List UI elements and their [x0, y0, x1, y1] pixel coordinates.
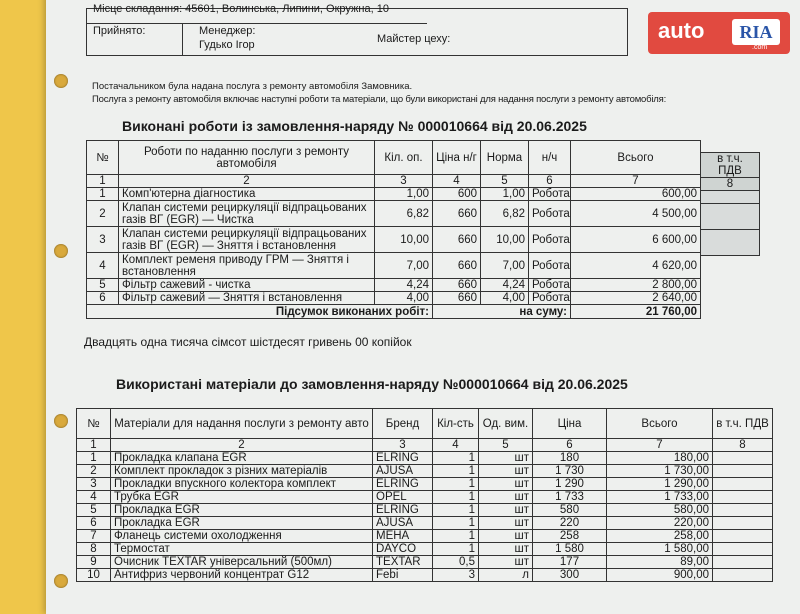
header-box [86, 3, 628, 56]
material-qty: 1 [433, 491, 479, 504]
binder-hole [54, 74, 68, 88]
work-norm: 6,82 [481, 201, 529, 227]
index-cell: 1 [87, 175, 119, 188]
material-name: Прокладки впускного колектора комплект [111, 478, 373, 491]
materials-col-header: Кіл-сть [433, 409, 479, 439]
works-col-header: Норма [481, 141, 529, 175]
material-unit: шт [479, 543, 533, 556]
material-brand: OPEL [373, 491, 433, 504]
logo-text-auto: auto [658, 18, 705, 43]
material-vat [713, 465, 773, 478]
logo-text-ria: RIA [732, 19, 780, 45]
material-vat [713, 478, 773, 491]
table-row [77, 465, 773, 478]
work-name: Фільтр сажевий — Зняття і встановлення [119, 292, 375, 305]
table-row [77, 517, 773, 530]
summary-label: Підсумок виконаних робіт: [87, 305, 433, 319]
vat-cell [701, 230, 760, 256]
row-number: 6 [87, 292, 119, 305]
material-vat [713, 530, 773, 543]
table-row [77, 530, 773, 543]
works-vat-column [700, 152, 760, 256]
material-unit: шт [479, 504, 533, 517]
material-brand: DAYCO [373, 543, 433, 556]
material-qty: 1 [433, 543, 479, 556]
index-cell: 7 [607, 439, 713, 452]
material-qty: 1 [433, 452, 479, 465]
work-total: 4 500,00 [571, 201, 701, 227]
material-total: 580,00 [607, 504, 713, 517]
binder-hole [54, 574, 68, 588]
work-name: Фільтр сажевий - чистка [119, 279, 375, 292]
sum-label: на суму: [433, 305, 571, 319]
work-unit: Робота [529, 279, 571, 292]
material-unit: шт [479, 530, 533, 543]
table-row [77, 504, 773, 517]
works-index-row [87, 175, 701, 188]
work-qty: 7,00 [375, 253, 433, 279]
index-cell: 2 [119, 175, 375, 188]
material-total: 258,00 [607, 530, 713, 543]
materials-col-header: Ціна [533, 409, 607, 439]
table-row [87, 253, 701, 279]
material-name: Очисник TEXTAR універсальний (500мл) [111, 556, 373, 569]
table-row [87, 201, 701, 227]
row-number: 1 [77, 452, 111, 465]
material-name: Термостат [111, 543, 373, 556]
material-brand: MEHA [373, 530, 433, 543]
material-brand: TEXTAR [373, 556, 433, 569]
index-cell: 4 [433, 439, 479, 452]
material-unit: шт [479, 478, 533, 491]
table-row [77, 478, 773, 491]
place-row [87, 3, 427, 24]
material-total: 220,00 [607, 517, 713, 530]
row-number: 9 [77, 556, 111, 569]
work-unit: Робота [529, 201, 571, 227]
index-cell: 7 [571, 175, 701, 188]
material-unit: шт [479, 491, 533, 504]
work-total: 600,00 [571, 188, 701, 201]
index-cell: 8 [701, 178, 760, 191]
row-number: 3 [77, 478, 111, 491]
work-name: Клапан системи рециркуляції відпрацьованих газів ВГ (EGR) — Чистка [119, 201, 375, 227]
works-summary-row [87, 305, 701, 319]
material-name: Прокладка EGR [111, 517, 373, 530]
manager-name: Гудько Ігор [199, 39, 255, 51]
vat-header: в т.ч. ПДВ [701, 153, 760, 178]
index-cell: 3 [375, 175, 433, 188]
works-col-header: Кіл. оп. [375, 141, 433, 175]
material-vat [713, 504, 773, 517]
row-number: 1 [87, 188, 119, 201]
works-col-header: н/ч [529, 141, 571, 175]
work-name: Комп'ютерна діагностика [119, 188, 375, 201]
index-cell: 6 [533, 439, 607, 452]
material-vat [713, 569, 773, 582]
work-norm: 7,00 [481, 253, 529, 279]
works-col-header: Ціна н/г [433, 141, 481, 175]
materials-title: Використані матеріали до замовлення-наряду №000010664 від 20.06.2025 [116, 376, 628, 392]
material-price: 180 [533, 452, 607, 465]
work-price: 660 [433, 279, 481, 292]
material-total: 900,00 [607, 569, 713, 582]
material-price: 258 [533, 530, 607, 543]
material-qty: 0,5 [433, 556, 479, 569]
work-name: Комплект ременя приводу ГРМ — Зняття і встановлення [119, 253, 375, 279]
material-price: 300 [533, 569, 607, 582]
works-col-header: № [87, 141, 119, 175]
work-qty: 6,82 [375, 201, 433, 227]
index-cell: 2 [111, 439, 373, 452]
row-number: 5 [87, 279, 119, 292]
row-number: 6 [77, 517, 111, 530]
material-vat [713, 452, 773, 465]
row-number: 2 [77, 465, 111, 478]
material-qty: 3 [433, 569, 479, 582]
material-price: 1 580 [533, 543, 607, 556]
material-price: 1 730 [533, 465, 607, 478]
work-qty: 4,00 [375, 292, 433, 305]
row-number: 5 [77, 504, 111, 517]
work-unit: Робота [529, 188, 571, 201]
materials-col-header: № [77, 409, 111, 439]
index-cell: 8 [713, 439, 773, 452]
divider [182, 23, 183, 55]
sum-value: 21 760,00 [571, 305, 701, 319]
work-norm: 4,00 [481, 292, 529, 305]
row-number: 7 [77, 530, 111, 543]
works-title: Виконані роботи із замовлення-наряду № 000010664 від 20.06.2025 [122, 118, 587, 134]
materials-col-header: Всього [607, 409, 713, 439]
materials-header-row [77, 409, 773, 439]
accepted-label: Прийнято: [93, 25, 146, 37]
works-col-header: Роботи по наданню послуги з ремонту автомобіля [119, 141, 375, 175]
place-text: Місце складання: 45601, Волинська, Липини, Окружна, 10 [93, 3, 389, 15]
material-vat [713, 556, 773, 569]
works-header-row [87, 141, 701, 175]
work-unit: Робота [529, 253, 571, 279]
material-vat [713, 543, 773, 556]
work-qty: 1,00 [375, 188, 433, 201]
work-price: 660 [433, 227, 481, 253]
index-cell: 4 [433, 175, 481, 188]
binder-hole [54, 244, 68, 258]
row-number: 2 [87, 201, 119, 227]
material-qty: 1 [433, 478, 479, 491]
work-norm: 4,24 [481, 279, 529, 292]
material-name: Прокладка клапана EGR [111, 452, 373, 465]
material-unit: шт [479, 556, 533, 569]
work-price: 600 [433, 188, 481, 201]
material-brand: ELRING [373, 478, 433, 491]
material-name: Трубка EGR [111, 491, 373, 504]
binder-hole [54, 414, 68, 428]
table-row [77, 491, 773, 504]
work-unit: Робота [529, 292, 571, 305]
work-price: 660 [433, 201, 481, 227]
work-norm: 1,00 [481, 188, 529, 201]
material-vat [713, 517, 773, 530]
table-row [77, 569, 773, 582]
table-row [77, 452, 773, 465]
material-total: 1 580,00 [607, 543, 713, 556]
material-brand: Febi [373, 569, 433, 582]
material-name: Комплект прокладок з різних матеріалів [111, 465, 373, 478]
index-cell: 1 [77, 439, 111, 452]
work-price: 660 [433, 253, 481, 279]
work-total: 2 640,00 [571, 292, 701, 305]
material-total: 180,00 [607, 452, 713, 465]
table-row [87, 279, 701, 292]
material-name: Фланець системи охолодження [111, 530, 373, 543]
index-cell: 5 [479, 439, 533, 452]
materials-col-header: в т.ч. ПДВ [713, 409, 773, 439]
materials-col-header: Од. вим. [479, 409, 533, 439]
material-price: 580 [533, 504, 607, 517]
materials-col-header: Бренд [373, 409, 433, 439]
material-brand: AJUSA [373, 517, 433, 530]
material-brand: AJUSA [373, 465, 433, 478]
material-name: Антифриз червоний концентрат G12 [111, 569, 373, 582]
material-unit: л [479, 569, 533, 582]
material-total: 1 290,00 [607, 478, 713, 491]
material-qty: 1 [433, 465, 479, 478]
work-norm: 10,00 [481, 227, 529, 253]
works-table [86, 140, 701, 319]
index-cell: 6 [529, 175, 571, 188]
work-total: 6 600,00 [571, 227, 701, 253]
table-row [87, 188, 701, 201]
material-brand: ELRING [373, 504, 433, 517]
logo-text-com: .com [752, 44, 768, 51]
intro-line-2: Послуга з ремонту автомобіля включає наступні роботи та матеріали, що були використані для надання послуги з ремонту автомобіля: [92, 94, 667, 105]
works-col-header: Всього [571, 141, 701, 175]
work-total: 4 620,00 [571, 253, 701, 279]
material-price: 177 [533, 556, 607, 569]
material-qty: 1 [433, 530, 479, 543]
work-total: 2 800,00 [571, 279, 701, 292]
work-qty: 4,24 [375, 279, 433, 292]
master-label: Майстер цеху: [377, 33, 451, 45]
material-total: 1 733,00 [607, 491, 713, 504]
index-cell: 3 [373, 439, 433, 452]
material-brand: ELRING [373, 452, 433, 465]
row-number: 8 [77, 543, 111, 556]
material-total: 89,00 [607, 556, 713, 569]
table-row [87, 292, 701, 305]
material-unit: шт [479, 465, 533, 478]
autoria-logo [648, 12, 790, 54]
row-number: 10 [77, 569, 111, 582]
material-price: 220 [533, 517, 607, 530]
table-row [77, 543, 773, 556]
vat-cell [701, 204, 760, 230]
row-number: 3 [87, 227, 119, 253]
index-cell: 5 [481, 175, 529, 188]
material-unit: шт [479, 452, 533, 465]
work-price: 660 [433, 292, 481, 305]
vat-cell [701, 191, 760, 204]
sum-in-words: Двадцять одна тисяча сімсот шістдесят гривень 00 копійок [84, 335, 412, 349]
material-price: 1 733 [533, 491, 607, 504]
intro-line-1: Постачальником була надана послуга з ремонту автомобіля Замовника. [92, 81, 413, 92]
work-unit: Робота [529, 227, 571, 253]
material-qty: 1 [433, 517, 479, 530]
row-number: 4 [77, 491, 111, 504]
material-vat [713, 491, 773, 504]
material-qty: 1 [433, 504, 479, 517]
materials-col-header: Матеріали для надання послуги з ремонту авто [111, 409, 373, 439]
material-price: 1 290 [533, 478, 607, 491]
material-name: Прокладка EGR [111, 504, 373, 517]
row-number: 4 [87, 253, 119, 279]
materials-table [76, 408, 773, 582]
table-row [77, 556, 773, 569]
manager-label: Менеджер: [199, 25, 256, 37]
table-row [87, 227, 701, 253]
work-name: Клапан системи рециркуляції відпрацьованих газів ВГ (EGR) — Зняття і встановлення [119, 227, 375, 253]
material-unit: шт [479, 517, 533, 530]
materials-index-row [77, 439, 773, 452]
work-qty: 10,00 [375, 227, 433, 253]
material-total: 1 730,00 [607, 465, 713, 478]
